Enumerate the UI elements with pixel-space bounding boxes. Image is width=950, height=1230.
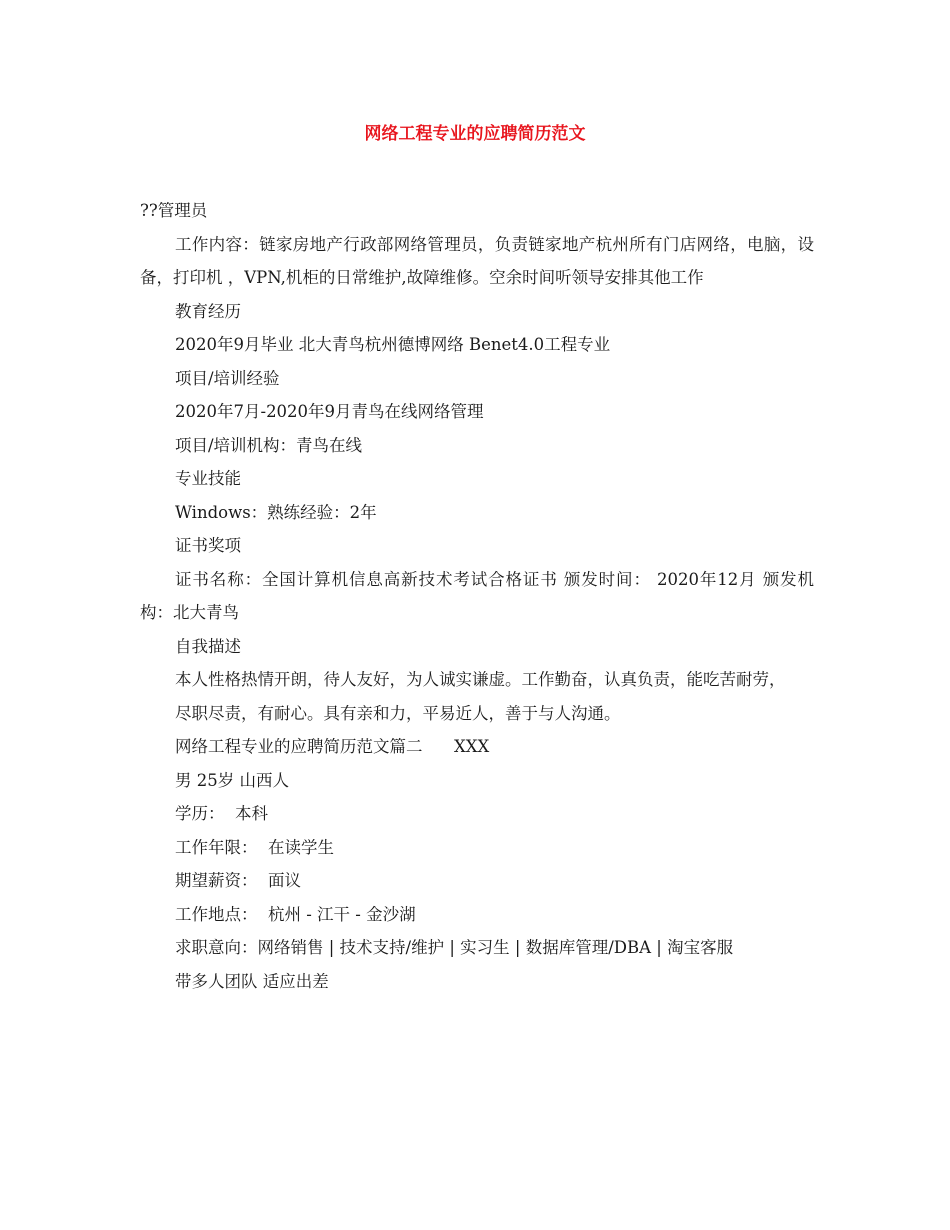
paragraph-project-period: 2020年7月-2020年9月青鸟在线网络管理	[175, 402, 484, 421]
document-body	[140, 194, 814, 998]
document-title: 网络工程专业的应聘简历范文	[364, 124, 586, 144]
paragraph-basic-info: 男 25岁 山西人	[175, 770, 289, 790]
heading-certificates: 证书奖项	[175, 536, 241, 555]
paragraph-certificate: 证书名称：全国计算机信息高新技术考试合格证书 颁发时间： 2020年12月 颁发机构：北大青鸟	[140, 569, 814, 622]
paragraph-work-years: 工作年限： 在读学生	[175, 837, 334, 857]
paragraph-team-travel: 带多人团队 适应出差	[175, 971, 329, 991]
heading-skills: 专业技能	[175, 469, 241, 488]
heading-projects: 项目/培训经验	[175, 368, 280, 388]
paragraph-work-content: 工作内容：链家房地产行政部网络管理员，负责链家地产杭州所有门店网络，电脑，设备，打印机 ，VPN,机柜的日常维护,故障维修。空余时间听领导安排其他工作	[140, 234, 814, 287]
heading-self-description: 自我描述	[175, 636, 241, 656]
paragraph-second-resume-title: 网络工程专业的应聘简历范文篇二 XXX	[175, 737, 490, 756]
paragraph-skills: Windows：熟练经验：2年	[175, 502, 377, 522]
paragraph-expected-salary: 期望薪资： 面议	[175, 871, 301, 890]
paragraph-education-level: 学历： 本科	[175, 804, 268, 823]
paragraph-self-description-1: 本人性格热情开朗，待人友好，为人诚实谦虚。工作勤奋，认真负责，能吃苦耐劳，	[175, 670, 786, 689]
paragraph-work-location: 工作地点： 杭州 - 江干 - 金沙湖	[175, 904, 416, 924]
paragraph-education: 2020年9月毕业 北大青鸟杭州德博网络 Benet4.0工程专业	[175, 335, 611, 354]
paragraph-self-description-2: 尽职尽责，有耐心。具有亲和力，平易近人，善于与人沟通。	[175, 703, 621, 723]
paragraph-job-intention: 求职意向：网络销售 | 技术支持/维护 | 实习生 | 数据库管理/DBA | 淘宝客服	[175, 938, 734, 957]
paragraph-job-title: ??管理员	[140, 201, 208, 220]
heading-education: 教育经历	[175, 301, 241, 321]
paragraph-project-org: 项目/培训机构：青鸟在线	[175, 435, 363, 455]
